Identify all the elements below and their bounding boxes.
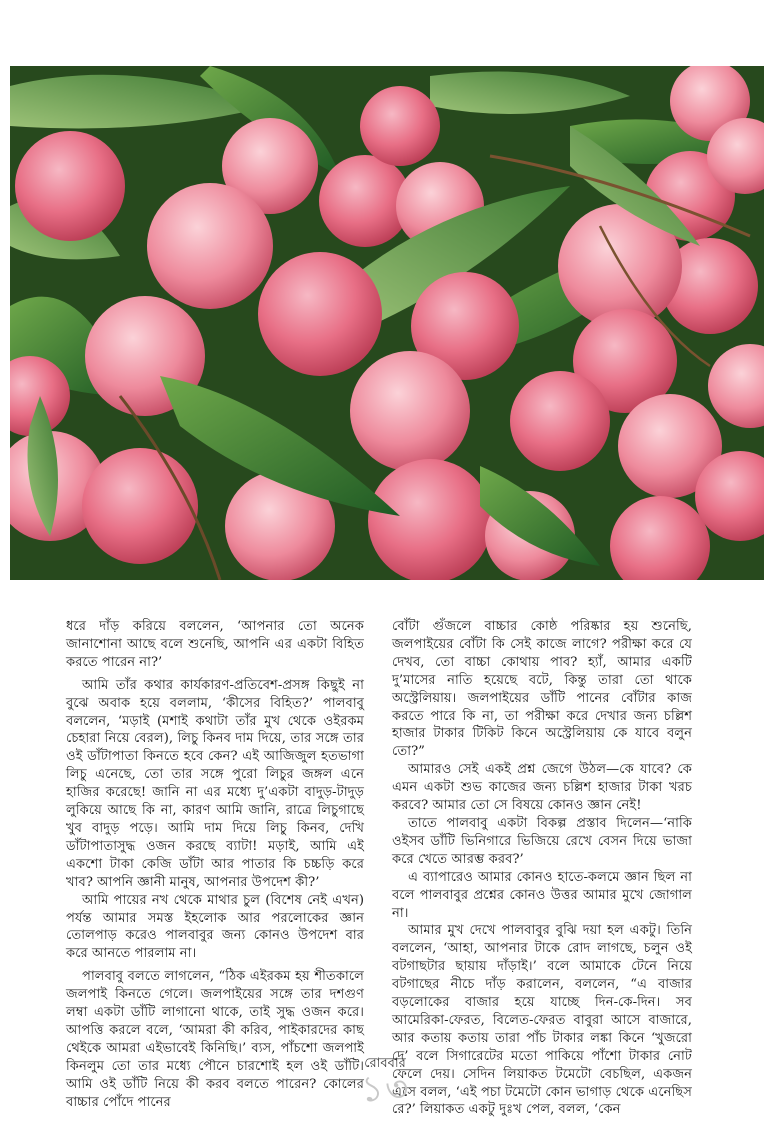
page-number: ১৩ bbox=[360, 1069, 410, 1110]
article-column-left bbox=[66, 618, 364, 1111]
paragraph: এ ব্যাপারেও আমার কোনও হাতে-কলমে জ্ঞান ছিল না বলে পালবাবুর প্রশ্নের কোনও উত্তর আমার মুখে জোগাল না। bbox=[392, 869, 692, 921]
paragraph: আমার মুখ দেখে পালবাবুর বুঝি দয়া হল একটু। তিনি বললেন, ‘আহা, আপনার টাকে রোদ লাগছে, চলুন ওই বটগাছটার ছায়ায় দাঁড়াই।’ বলে আমাকে টেনে নিয়ে বটগাছের নীচে দাঁড় করালেন, বললেন, “এ বাজার বড়লোকের বাজার হয়ে যাচ্ছে দিন-কে-দিন। সব আমেরিকা-ফেরত, বিলেত-ফেরত বাবুরা আসে বাজারে, আর কতায় কতায় তারা পাঁচ টাকার লঙ্কা কিনে ‘খুজরো দে’ বলে সিগারেটের মতো পাকিয়ে পাঁশো টাকার নোট ফেলে দেয়। সেদিন লিয়াকত টমেটো বেচছিল, একজন এসে বলল, ‘এই পচা টমেটো কোন ভাগাড় থেকে এনেছিস রে?’ লিয়াকত একটু দুঃখ পেল, বলল, ‘কেন bbox=[392, 923, 692, 1118]
lychee-illustration bbox=[10, 66, 764, 580]
paragraph: ধরে দাঁড় করিয়ে বললেন, ‘আপনার তো অনেক জানাশোনা আছে বলে শুনেছি, আপনি এর একটা বিহিত করতে পারেন না?’ bbox=[66, 619, 364, 670]
paragraph: বোঁটা গুঁজলে বাচ্চার কোষ্ঠ পরিষ্কার হয় শুনেছি, জলপাইয়ের বোঁটা কি সেই কাজে লাগে? পরীক্ষা করে যে দেখব, তো বাচ্চা কোথায় পাব? হ্যাঁ, আমার একটি দু’মাসের নাতি হয়েছে বটে, কিন্তু তারা তো থাকে অস্ট্রেলিয়ায়। জলপাইয়ের ডাঁটি পানের বোঁটার কাজ করতে পারে কি না, তা পরীক্ষা করে দেখার জন্য চল্লিশ হাজার টাকার টিকিট কিনে অস্ট্রেলিয়ায় কে যাবে বলুন তো?” bbox=[392, 619, 692, 760]
paragraph: আমারও সেই একই প্রশ্ন জেগে উঠল—কে যাবে? কে এমন একটা শুভ কাজের জন্য চল্লিশ হাজার টাকা খরচ করবে? আমার তো সে বিষয়ে কোনও জ্ঞান নেই! bbox=[392, 762, 692, 814]
paragraph: আমি তাঁর কথার কার্যকারণ-প্রতিবেশ-প্রসঙ্গ কিছুই না বুঝে অবাক হয়ে বললাম, ‘কীসের বিহিত?’ পালবাবু বললেন, ‘মড়াই (মশাই কথাটা তাঁর মুখ থেকে ওইরকম চেহারা নিয়ে বেরল), লিচু কিনব দাম দিয়ে, তার সঙ্গে তার ওই ডাঁটাপাতা কিনতে হবে কেন? এই আজিজুল হতভাগা লিচু এনেছে, তো তার সঙ্গে পুরো লিচুর জঙ্গল এনে হাজির করেছে! জানি না এর মধ্যে দু’একটা বাদুড়-টাদুড় লুকিয়ে আছে কি না, কারণ আমি জানি, রাত্রে লিচুগাছে খুব বাদুড় পড়ে। আমি দাম দিয়ে লিচু কিনব, দেখি ডাঁটাপাতাসুদ্ধ ওজন করছে ব্যাটা! মড়াই, আমি এই একশো টাকা কেজি ডাঁটা আর পাতার কি চচ্চড়ি করে খাব? আপনি জ্ঞানী মানুষ, আপনার উপদেশ কী?’ bbox=[66, 677, 364, 890]
paragraph: তাতে পালবাবু একটা বিকল্প প্রস্তাব দিলেন—‘নাকি ওইসব ডাঁটি ভিনিগারে ভিজিয়ে রেখে বেসন দিয়ে ভাজা করে খেতে আরম্ভ করব?’ bbox=[392, 815, 692, 867]
paragraph: আমি পায়ের নখ থেকে মাথার চুল (বিশেষ নেই এখন) পর্যন্ত আমার সমস্ত ইহলোক আর পরলোকের জ্ঞান তোলপাড় করেও পালবাবুর জন্য কোনও উপদেশ বার করে আনতে পারলাম না। bbox=[66, 892, 364, 962]
lychee-photo bbox=[10, 66, 764, 580]
article-column-right bbox=[392, 618, 692, 1119]
section-name: রোববার bbox=[364, 1056, 406, 1071]
paragraph: পালবাবু বলতে লাগলেন, “ঠিক এইরকম হয় শীতকালে জলপাই কিনতে গেলে। জলপাইয়ের সঙ্গে তার দশগুণ লম্বা একটা ডাঁটি লাগানো থাকে, তাই সুদ্ধ ওজন করে। আপত্তি করলে বলে, ‘আমরা কী করিব, পাইকারদের কাছ থেইকে আমরা এইভাবেই কিনিছি।’ ব্যস, পাঁচশো জলপাই কিনলুম তো তার মধ্যে পৌনে চারশোই হল ওই ডাঁটি। আমি ওই ডাঁটি নিয়ে কী করব বলতে পারেন? কোলের বাচ্চার পোঁদে পানের bbox=[66, 969, 364, 1110]
